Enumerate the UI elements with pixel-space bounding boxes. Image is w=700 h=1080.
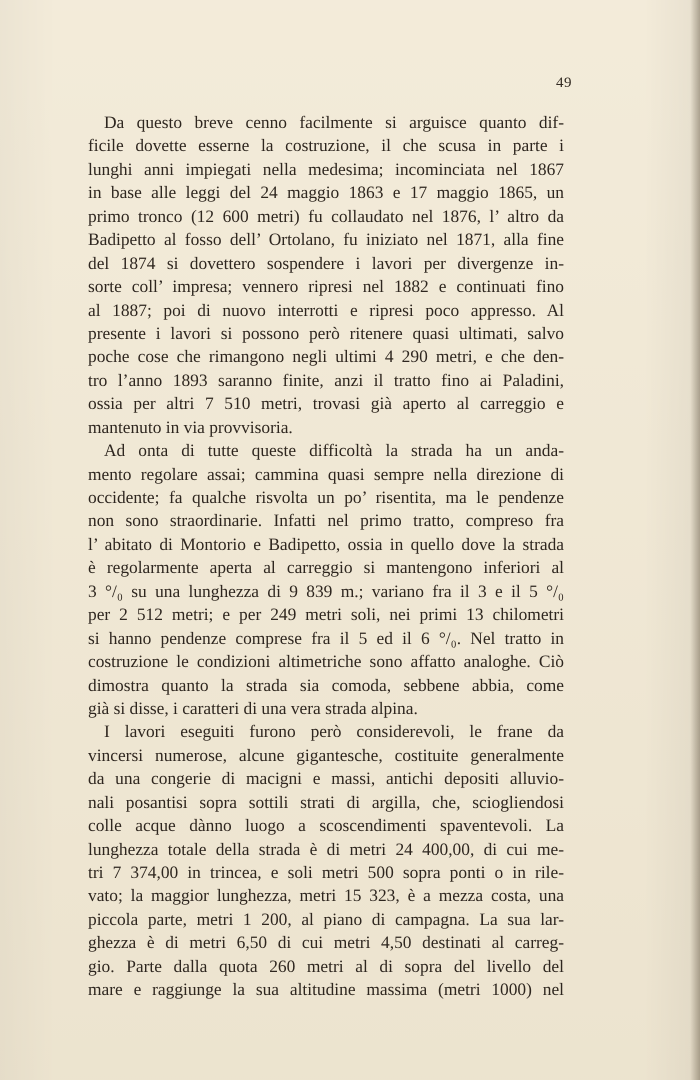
page-number: 49 <box>556 75 572 91</box>
text-line: si hanno pendenze comprese fra il 5 ed il 6 °/₀. Nel tratto in <box>88 627 564 648</box>
text-line: piccola parte, metri 1 200, al piano di campagna. La sua lar- <box>88 908 564 929</box>
text-line: occidente; fa qualche risvolta un po’ risentita, ma le pendenze <box>88 487 564 507</box>
text-line: sorte coll’ impresa; vennero ripresi nel 1882 e continuati fino <box>88 276 564 297</box>
text-line: primo tronco (12 600 metri) fu collaudato nel 1876, l’ altro da <box>88 205 564 226</box>
text-line: I lavori eseguiti furono però considerevoli, le frane da <box>104 721 564 742</box>
text-line: l’ abitato di Montorio e Badipetto, ossia in quello dove la strada <box>88 533 564 554</box>
text-line: costruzione le condizioni altimetriche sono affatto analoghe. Ciò <box>88 651 564 672</box>
text-line: colle acque dànno luogo a scoscendimenti spaventevoli. La <box>88 815 564 836</box>
text-line: tri 7 374,00 in trincea, e soli metri 500 sopra ponti o in rile- <box>88 862 564 882</box>
body-text <box>88 111 564 1002</box>
text-line: del 1874 si dovettero sospendere i lavori per divergenze in- <box>88 252 564 273</box>
text-line: lunghi anni impiegati nella medesima; incominciata nel 1867 <box>88 158 564 179</box>
text-line: ghezza è di metri 6,50 di cui metri 4,50 destinati al carreg- <box>88 932 564 953</box>
text-line: non sono straordinarie. Infatti nel primo tratto, compreso fra <box>88 510 564 531</box>
text-line: nali posantisi sopra sottili strati di argilla, che, sciogliendosi <box>88 791 564 812</box>
text-line: ficile dovette esserne la costruzione, il che scusa in parte i <box>88 135 564 156</box>
text-line: per 2 512 metri; e per 249 metri soli, nei primi 13 chilometri <box>88 604 564 625</box>
text-line: in base alle leggi del 24 maggio 1863 e 17 maggio 1865, un <box>88 182 564 203</box>
text-line: Da questo breve cenno facilmente si arguisce quanto dif- <box>104 112 564 132</box>
text-line: presente i lavori si possono però ritenere quasi ultimati, salvo <box>88 322 564 343</box>
text-line: al 1887; poi di nuovo interrotti e ripresi poco appresso. Al <box>88 299 564 320</box>
text-line: è regolarmente aperta al carreggio si mantengono inferiori al <box>88 557 564 578</box>
text-line: poche cose che rimangono negli ultimi 4 290 metri, e che den- <box>88 346 564 367</box>
text-line: mantenuto in via provvisoria. <box>88 416 293 437</box>
text-line: tro l’anno 1893 saranno finite, anzi il tratto fino ai Paladini, <box>88 369 564 390</box>
text-line: gio. Parte dalla quota 260 metri al di sopra del livello del <box>88 955 564 976</box>
text-line: vincersi numerose, alcune gigantesche, costituite generalmente <box>88 744 564 765</box>
text-line: ossia per altri 7 510 metri, trovasi già aperto al carreggio e <box>88 393 564 414</box>
text-line: lunghezza totale della strada è di metri 24 400,00, di cui me- <box>88 838 564 859</box>
text-line: 3 °/₀ su una lunghezza di 9 839 m.; variano fra il 3 e il 5 °/₀ <box>88 580 564 601</box>
text-line: dimostra quanto la strada sia comoda, sebbene abbia, come <box>88 674 564 695</box>
text-line: da una congerie di macigni e massi, antichi depositi alluvio- <box>88 768 564 789</box>
text-line: vato; la maggior lunghezza, metri 15 323, è a mezza costa, una <box>88 885 564 906</box>
text-line: già si disse, i caratteri di una vera strada alpina. <box>88 697 418 718</box>
text-line: Badipetto al fosso dell’ Ortolano, fu iniziato nel 1871, alla fine <box>88 229 564 250</box>
text-line: Ad onta di tutte queste difficoltà la strada ha un anda- <box>104 440 564 461</box>
text-line: mare e raggiunge la sua altitudine massima (metri 1000) nel <box>88 979 564 1000</box>
text-line: mento regolare assai; cammina quasi sempre nella direzione di <box>88 463 564 484</box>
